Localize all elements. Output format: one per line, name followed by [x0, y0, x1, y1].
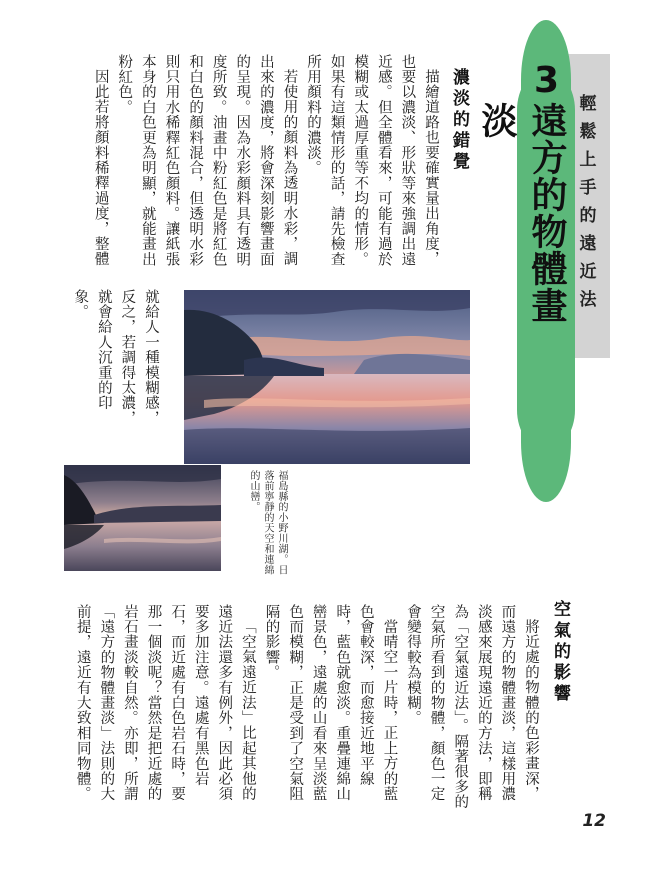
page-number: 12	[582, 811, 606, 831]
series-title: 輕鬆上手的遠近法	[575, 94, 596, 318]
section2-body	[72, 604, 542, 814]
section1-paragraph-3: 因此若將顏料稀釋過度，整體	[92, 69, 109, 267]
chapter-number: 3	[526, 60, 567, 102]
section1-paragraph-2: 若使用的顏料為透明水彩，調出來的濃度，將會深刻影響畫面的呈現。因為水彩顏料具有透明度所致。油畫中粉紅色是將紅色和白色的顏料混合，但透明水彩則只用水稀釋紅色顏料。讓紙張本身的白色更為明顯，就能畫出粉紅色。	[116, 54, 298, 267]
section1-body	[72, 54, 442, 280]
section1-heading: 濃淡的錯覺	[449, 68, 469, 173]
photo-caption: 福島縣的小野川湖。日落前寧靜的天空和連綿的山巒。	[248, 470, 287, 575]
section2-paragraph-3: 「空氣遠近法」比起其他的遠近法還多有例外，因此必須要多加注意。遠處有黑色岩石，而近處有白色岩石時，要那一個淡呢？當然是把近處的岩石畫淡較自然。亦即，所謂「遠方的物體畫淡」法則的大前提，遠近有大致相同物體。	[74, 604, 256, 802]
section1-paragraph-1: 描繪道路也要確實量出角度，也要以濃淡、形狀等來強調出遠近感。但全體看來，可能有過於模糊或太過厚重等不均的情形。如果有這類情形的話，請先檢查所用顏料的濃淡。	[305, 54, 439, 267]
lake-photo-small	[64, 465, 221, 571]
section1-continuation: 就給人一種模糊感，反之，若調得太濃，就會給人沉重的印象。	[72, 289, 159, 426]
chapter-title-text: 遠方的物體畫淡	[476, 102, 567, 324]
lake-photo-large	[184, 290, 470, 464]
chapter-title	[476, 60, 571, 360]
section2-paragraph-1: 將近處的物體的色彩畫深，而遠方的物體畫淡，這樣用濃淡感來展現遠近的方法，即稱為「空氣遠近法」。隔著很多的空氣所看到的物體，顏色一定會變得較為模糊。	[405, 604, 539, 810]
section2-heading: 空氣的影響	[550, 600, 570, 705]
section2-paragraph-2: 當晴空一片時，正上方的藍色會較深，而愈接近地平線時，藍色就愈淡。重疊連綿山巒景色，遠處的山看來呈淡藍色而模糊，正是受到了空氣阻隔的影響。	[263, 604, 398, 802]
